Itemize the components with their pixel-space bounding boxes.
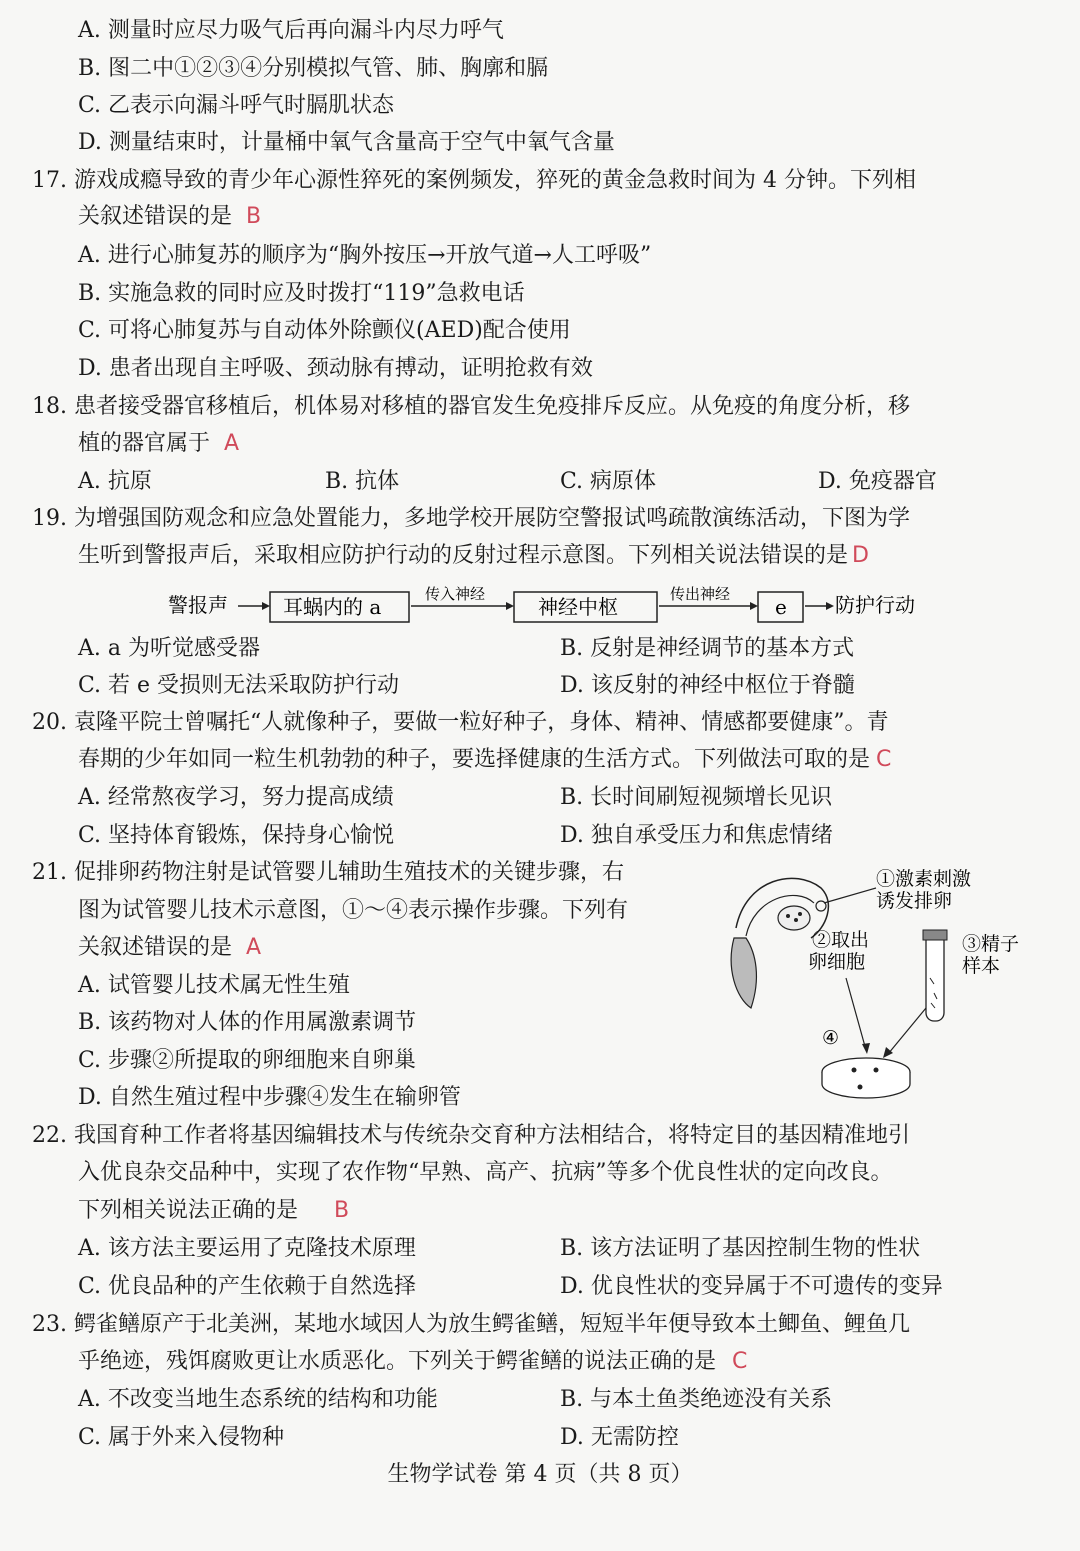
flow-arrowhead-1	[506, 602, 514, 610]
q20-option-c: C. 坚持体育锻炼，保持身心愉悦	[78, 823, 395, 848]
q19-option-a: A. a 为听觉感受器	[78, 636, 260, 661]
q23-stem-line2	[78, 1347, 747, 1377]
arrow-step2-icon	[846, 978, 866, 1050]
q17-stem-text: 关叙述错误的是	[78, 204, 233, 229]
label-step4: ④	[822, 1027, 840, 1049]
q16-option-b: B. 图二中①②③④分别模拟气管、肺、胸廓和膈	[78, 56, 549, 81]
q23-stem-line1: 23. 鳄雀鳝原产于北美洲，某地水域因人为放生鳄雀鳝，短短半年便导致本土鲫鱼、鲤鱼几	[32, 1312, 910, 1337]
ivf-diagram	[726, 858, 1056, 1108]
q21-stem-line1: 21. 促排卵药物注射是试管婴儿辅助生殖技术的关键步骤，右	[32, 860, 624, 885]
q18-option-b: B. 抗体	[325, 469, 400, 494]
q21-answer: A	[246, 935, 262, 960]
q23-option-b: B. 与本土鱼类绝迹没有关系	[560, 1387, 833, 1412]
label-step1-b: 诱发排卵	[876, 890, 953, 912]
pointer-line-icon	[824, 888, 876, 903]
q20-stem-text: 春期的少年如同一粒生机勃勃的种子，要选择健康的生活方式。下列做法可取的是	[78, 747, 871, 772]
q18-stem-text: 植的器官属于	[78, 431, 211, 456]
q20-option-b: B. 长时间刷短视频增长见识	[560, 785, 833, 810]
flow-afferent-label: 传入神经	[425, 585, 486, 603]
q19-stem-line2	[78, 541, 869, 571]
q16-option-d: D. 测量结束时，计量桶中氧气含量高于空气中氧气含量	[78, 130, 615, 155]
tube-cap-icon	[923, 930, 947, 940]
arrowhead-icon	[883, 1047, 893, 1058]
q19-option-c: C. 若 e 受损则无法采取防护行动	[78, 673, 400, 698]
label-step3-b: 样本	[962, 955, 1001, 977]
flow-arrowhead-2	[750, 602, 758, 610]
egg-dot-icon	[852, 1068, 857, 1073]
q22-stem-line2: 入优良杂交品种中，实现了农作物“早熟、高产、抗病”等多个优良性状的定向改良。	[78, 1160, 893, 1185]
egg-dot-icon	[874, 1068, 879, 1073]
flow-box1-label: 耳蜗内的 a	[283, 595, 382, 619]
label-step2-a: ②取出	[812, 929, 870, 951]
q18-option-a: A. 抗原	[78, 469, 152, 494]
q17-option-b: B. 实施急救的同时应及时拨打“119”急救电话	[78, 281, 525, 306]
q17-option-c: C. 可将心肺复苏与自动体外除颤仪(AED)配合使用	[78, 318, 571, 343]
flow-arrowhead-3	[826, 602, 834, 610]
flow-box2-label: 神经中枢	[538, 595, 618, 619]
label-step1-a: ①激素刺激	[876, 868, 972, 890]
uterine-wall-icon	[731, 938, 756, 1008]
q19-stem-text: 生听到警报声后，采取相应防护行动的反射过程示意图。下列相关说法错误的是	[78, 543, 849, 568]
q16-option-a: A. 测量时应尽力吸气后再向漏斗内尽力呼气	[78, 18, 504, 43]
q23-option-d: D. 无需防控	[560, 1425, 679, 1450]
q23-stem-text: 乎绝迹，残饵腐败更让水质恶化。下列关于鳄雀鳝的说法正确的是	[78, 1349, 717, 1374]
q16-option-c: C. 乙表示向漏斗呼气时膈肌状态	[78, 93, 395, 118]
q17-stem-line1: 17. 游戏成瘾导致的青少年心源性猝死的案例频发，猝死的黄金急救时间为 4 分钟。下列相	[32, 168, 916, 193]
q22-option-d: D. 优良性状的变异属于不可遗传的变异	[560, 1274, 943, 1299]
flow-efferent-label: 传出神经	[670, 585, 731, 603]
arrow-step3-icon	[888, 1008, 926, 1054]
arrowhead-icon	[862, 1043, 870, 1054]
oocyte-dot-icon	[794, 918, 798, 922]
q22-option-a: A. 该方法主要运用了克隆技术原理	[78, 1236, 416, 1261]
q17-stem-line2	[78, 202, 261, 232]
reflex-flow-diagram	[0, 584, 1080, 626]
q18-stem-line2	[78, 429, 239, 459]
q22-option-c: C. 优良品种的产生依赖于自然选择	[78, 1274, 417, 1299]
q22-stem-line3	[78, 1196, 349, 1226]
flow-box3-label: e	[775, 595, 787, 619]
q18-stem-line1: 18. 患者接受器官移植后，机体易对移植的器官发生免疫排斥反应。从免疫的角度分析，移	[32, 394, 910, 419]
q17-answer: B	[246, 204, 262, 229]
q19-option-d: D. 该反射的神经中枢位于脊髓	[560, 673, 855, 698]
q21-stem-line2: 图为试管婴儿技术示意图，①～④表示操作步骤。下列有	[78, 898, 629, 923]
q18-option-d: D. 免疫器官	[818, 469, 937, 494]
q21-option-c: C. 步骤②所提取的卵细胞来自卵巢	[78, 1048, 417, 1073]
label-step3-a: ③精子	[962, 933, 1020, 955]
q20-option-d: D. 独自承受压力和焦虑情绪	[560, 823, 833, 848]
flow-end-label: 防护行动	[835, 593, 915, 617]
oocyte-dot-icon	[798, 912, 802, 916]
flow-arrowhead-0	[262, 602, 270, 610]
q23-option-a: A. 不改变当地生态系统的结构和功能	[78, 1387, 438, 1412]
label-step2-b: 卵细胞	[808, 951, 866, 973]
q22-stem-line1: 22. 我国育种工作者将基因编辑技术与传统杂交育种方法相结合，将特定目的基因精准地引	[32, 1123, 910, 1148]
oocyte-dot-icon	[786, 914, 790, 918]
q20-stem-line2	[78, 745, 891, 775]
q20-answer: C	[876, 747, 892, 772]
q22-stem-text: 下列相关说法正确的是	[78, 1198, 299, 1223]
q17-option-a: A. 进行心肺复苏的顺序为“胸外按压→开放气道→人工呼吸”	[78, 243, 652, 268]
q22-answer: B	[334, 1198, 350, 1223]
q17-option-d: D. 患者出现自主呼吸、颈动脉有搏动，证明抢救有效	[78, 356, 593, 381]
flow-start-label: 警报声	[168, 593, 228, 617]
q21-option-a: A. 试管婴儿技术属无性生殖	[78, 973, 350, 998]
q21-stem-line3	[78, 933, 261, 963]
q23-option-c: C. 属于外来入侵物种	[78, 1425, 285, 1450]
q21-option-b: B. 该药物对人体的作用属激素调节	[78, 1010, 417, 1035]
q23-answer: C	[732, 1349, 748, 1374]
petri-dish-side-icon	[822, 1072, 910, 1098]
ovary-icon	[778, 906, 810, 930]
q18-option-c: C. 病原体	[560, 469, 657, 494]
q20-option-a: A. 经常熬夜学习，努力提高成绩	[78, 785, 394, 810]
q22-option-b: B. 该方法证明了基因控制生物的性状	[560, 1236, 921, 1261]
q21-option-d: D. 自然生殖过程中步骤④发生在输卵管	[78, 1085, 461, 1110]
q20-stem-line1: 20. 袁隆平院士曾嘱托“人就像种子，要做一粒好种子，身体、精神、情感都要健康”。青	[32, 710, 889, 735]
q19-answer: D	[852, 543, 869, 568]
egg-dot-icon	[858, 1085, 863, 1090]
page-footer: 生物学试卷 第 4 页（共 8 页）	[387, 1462, 693, 1487]
q21-stem-text: 关叙述错误的是	[78, 935, 233, 960]
q19-stem-line1: 19. 为增强国防观念和应急处置能力，多地学校开展防空警报试鸣疏散演练活动，下图为学	[32, 506, 910, 531]
q19-option-b: B. 反射是神经调节的基本方式	[560, 636, 855, 661]
q18-answer: A	[224, 431, 240, 456]
